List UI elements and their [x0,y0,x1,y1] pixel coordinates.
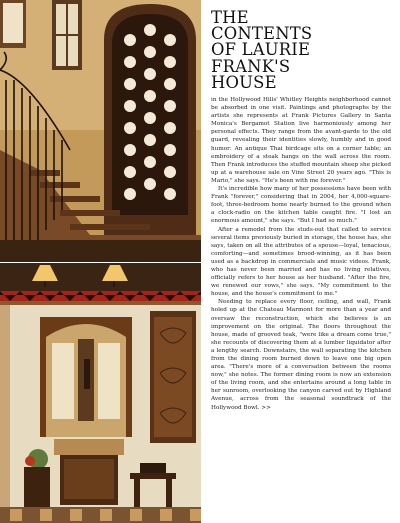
powder-room-photo [0,262,201,523]
article-paragraph: Needing to replace every floor, ceiling, and wall, Frank holed up at the Chateau Marmont for more than a year and oversaw the reconstruction, which she believes is an improvement on the original. The floors throughout the house, made of grooved teak, "were like a dream come true," she recounts of discovering them at a lumber liquidator after a lengthy search. Downstairs, the wall separating the kitchen from the dining room burned down to leave one big open area. "There's more of a conversation between the rooms now," she notes. The former dining room is now an extension of the living room, and she entertains around a long table in her sunroom, overlooking the canyon carved out by Highland Avenue, across from the seasonal soundtrack of the Hollywood Bowl. >> [211,299,391,411]
article-headline [211,10,391,91]
headline-line: HOUSE [211,72,277,92]
staircase-photo [0,0,201,262]
headline-line: CONTENTS [211,24,313,44]
article-body [211,96,391,412]
article [211,10,391,520]
article-paragraph: After a remodel from the studs-out that called to service several items previously buried in storage, the house has, she says, taken on all the attributes of a spouse—loyal, tenacious, comforting—and sometimes brood-winning, as it has been used as a backdrop in commercials and music videos. Frank, who has never been married and has no living relatives, officially refers to her house as her husband. "After the fire, we renewed our vows," she says. "My commitment to the house, and the house's commitment to me." [211,226,391,298]
article-paragraph: It's incredible how many of her possessions have been with Frank "forever," considering that in 2004, her 4,000-square-foot, three-bedroom home nearly burned to the ground when a clock-radio on the kitchen table caught fire. "I lost an enormous amount," she says. "But I had so much." [211,186,391,225]
headline-line: OF LAURIE [211,40,311,60]
headline-line: THE [211,10,249,27]
headline-line: FRANK'S [211,56,291,76]
article-paragraph: in the Hollywood Hills' Whitley Heights neighborhood cannot be absorbed in one visit. Paintings and photographs by the artists she represents at Frank Pictures Gallery in Santa Monica's Bergamot Station live harmoniously among her personal effects. They range from the avant-garde to the old guard, revealing their identities slowly, humbly and in good humor: An antique Thai birdcage sits on a corner table; an embroidery of a steak hangs on the wall across the room. Then Frank introduces the stuffed mountain sheep she picked up at a warehouse sale on Vine Street 20 years ago. "This is Mario," she says. "He's been with me forever." [211,97,391,184]
